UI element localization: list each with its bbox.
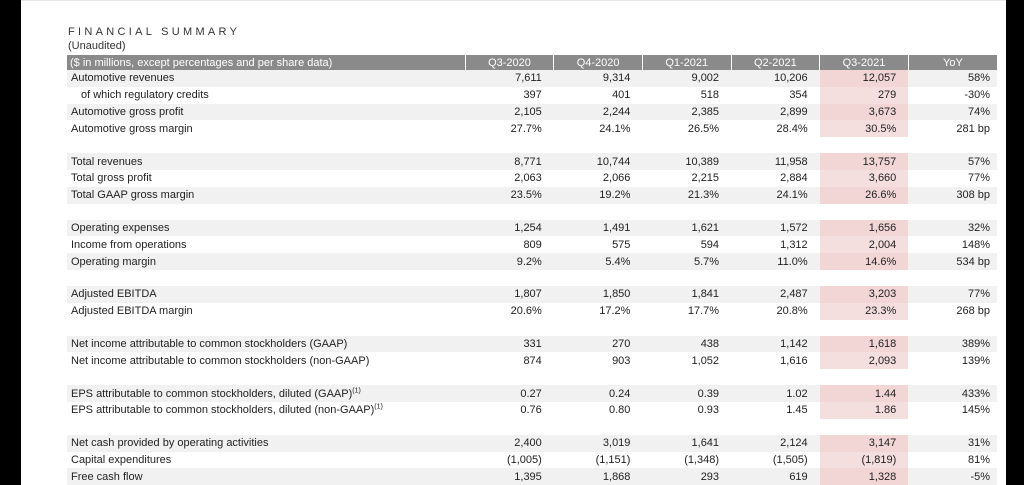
cell-value: 2,385 <box>642 104 731 121</box>
table-row <box>67 452 997 469</box>
table-row <box>67 170 997 187</box>
cell-value: 21.3% <box>642 187 731 204</box>
table-row <box>67 104 997 121</box>
table-row <box>67 435 997 452</box>
cell-value: 1,807 <box>465 286 554 303</box>
cell-value-highlight: 12,057 <box>820 70 909 87</box>
cell-value: (1,348) <box>684 453 720 466</box>
table-row <box>67 468 997 485</box>
cell-value: 17.7% <box>687 305 720 318</box>
table-row <box>67 220 997 237</box>
table-row <box>67 385 997 402</box>
cell-value: (1,505) <box>772 453 808 466</box>
row-label: Total GAAP gross margin <box>67 187 465 204</box>
cell-value: 0.93 <box>697 404 720 417</box>
cell-value: 1,312 <box>780 238 808 251</box>
cell-value-highlight: 1.44 <box>820 385 909 402</box>
cell-value-highlight: (1,819) <box>820 452 909 469</box>
left-black-border <box>0 0 21 485</box>
header-units: ($ in millions, except percentages and per share data) <box>67 55 465 70</box>
cell-value: 874 <box>523 354 542 367</box>
cell-value: 1,621 <box>642 220 731 237</box>
footnote-marker: (1) <box>352 386 361 394</box>
row-label: Net cash provided by operating activities <box>67 435 465 452</box>
cell-value-highlight: 26.6% <box>820 187 909 204</box>
cell-value: 24.1% <box>731 187 820 204</box>
cell-value: 401 <box>612 89 631 102</box>
row-label: Capital expenditures <box>71 453 172 466</box>
cell-value-highlight: 3,203 <box>820 286 909 303</box>
cell-value: 2,244 <box>554 104 643 121</box>
row-label: Income from operations <box>71 238 187 251</box>
table-row <box>67 236 997 253</box>
cell-value: 24.1% <box>599 122 631 135</box>
right-black-border <box>1006 0 1024 485</box>
row-spacer <box>67 137 997 153</box>
cell-value: 10,206 <box>731 70 820 87</box>
cell-value: 1,052 <box>691 354 720 367</box>
cell-value: 11.0% <box>731 253 820 270</box>
cell-value: 0.80 <box>609 404 631 417</box>
row-label: Automotive gross profit <box>67 104 465 121</box>
cell-value: 9,002 <box>642 70 731 87</box>
cell-yoy: 57% <box>908 153 997 170</box>
row-spacer <box>67 204 997 220</box>
cell-yoy: 32% <box>908 220 997 237</box>
cell-value: 903 <box>612 354 631 367</box>
cell-value: 5.4% <box>554 253 643 270</box>
financial-summary-table <box>67 55 997 485</box>
row-spacer <box>67 320 997 336</box>
table-row <box>67 70 997 87</box>
cell-value: 397 <box>523 89 542 102</box>
cell-yoy: 77% <box>908 286 997 303</box>
cell-value: 518 <box>700 89 720 102</box>
cell-value: 0.27 <box>465 385 554 402</box>
page-subtitle: (Unaudited) <box>68 40 126 52</box>
cell-value: 5.7% <box>642 253 731 270</box>
cell-value: 1,850 <box>554 286 643 303</box>
cell-value: 0.39 <box>642 385 731 402</box>
cell-value-highlight: 2,093 <box>820 352 909 369</box>
cell-value: (1,151) <box>595 453 631 466</box>
cell-value: 293 <box>642 468 731 485</box>
table-row <box>67 153 997 170</box>
cell-value: 0.76 <box>520 404 542 417</box>
table-row <box>67 402 997 419</box>
row-label: Adjusted EBITDA margin <box>71 305 193 318</box>
cell-value: 1,868 <box>554 468 643 485</box>
cell-value-highlight: 2,004 <box>820 236 909 253</box>
cell-value: 8,771 <box>465 153 554 170</box>
cell-value-highlight: 3,673 <box>820 104 909 121</box>
cell-value-highlight: 3,147 <box>820 435 909 452</box>
cell-value-highlight: 13,757 <box>820 153 909 170</box>
row-label: of which regulatory credits <box>81 89 209 102</box>
cell-value: 17.2% <box>599 305 631 318</box>
cell-value: 2,105 <box>465 104 554 121</box>
cell-value: 2,066 <box>602 172 631 185</box>
page-title: FINANCIAL SUMMARY <box>68 26 241 38</box>
cell-value: 10,389 <box>642 153 731 170</box>
cell-yoy: 77% <box>967 172 990 185</box>
row-label: Adjusted EBITDA <box>67 286 465 303</box>
cell-value: 10,744 <box>554 153 643 170</box>
table-row <box>67 120 997 137</box>
cell-yoy: 281 bp <box>956 122 990 135</box>
cell-value: 1,491 <box>554 220 643 237</box>
cell-value: 7,611 <box>465 70 554 87</box>
row-label: Net income attributable to common stockholders (non-GAAP) <box>71 354 370 367</box>
row-label: Automotive gross margin <box>71 122 193 135</box>
header-q3-2021: Q3-2021 <box>820 55 909 70</box>
cell-value: 1,841 <box>642 286 731 303</box>
cell-value: 20.6% <box>510 305 542 318</box>
cell-value: 1,616 <box>780 354 808 367</box>
header-q4-2020: Q4-2020 <box>554 55 643 70</box>
cell-value: 23.5% <box>465 187 554 204</box>
header-q1-2021: Q1-2021 <box>642 55 731 70</box>
row-spacer <box>67 369 997 385</box>
header-q3-2020: Q3-2020 <box>465 55 554 70</box>
cell-yoy: -30% <box>964 89 990 102</box>
table-row <box>67 352 997 369</box>
cell-value: 1,572 <box>731 220 820 237</box>
row-spacer <box>67 419 997 435</box>
cell-yoy: 148% <box>961 238 990 251</box>
footnote-marker: (1) <box>374 403 383 411</box>
row-label: Automotive revenues <box>67 70 465 87</box>
cell-value: 9.2% <box>465 253 554 270</box>
row-label: Operating margin <box>67 253 465 270</box>
top-divider <box>21 0 1006 1</box>
cell-yoy: 58% <box>908 70 997 87</box>
cell-yoy: 534 bp <box>908 253 997 270</box>
cell-value: 2,124 <box>731 435 820 452</box>
cell-value-highlight: 1,618 <box>820 336 909 353</box>
cell-value: 1,254 <box>465 220 554 237</box>
cell-yoy: 389% <box>908 336 997 353</box>
cell-value: 2,884 <box>780 172 808 185</box>
cell-yoy: 145% <box>961 404 990 417</box>
cell-value: 1,641 <box>642 435 731 452</box>
row-label <box>67 402 465 419</box>
table-row <box>67 336 997 353</box>
cell-yoy: 81% <box>967 453 990 466</box>
table-row <box>67 253 997 270</box>
cell-value: 2,487 <box>731 286 820 303</box>
cell-value-highlight: 30.5% <box>820 120 909 137</box>
cell-yoy: 31% <box>908 435 997 452</box>
cell-value: 2,400 <box>465 435 554 452</box>
header-q2-2021: Q2-2021 <box>731 55 820 70</box>
cell-value-highlight: 3,660 <box>820 170 909 187</box>
cell-value: 27.7% <box>510 122 542 135</box>
cell-value: 20.8% <box>776 305 808 318</box>
cell-value: 9,314 <box>554 70 643 87</box>
row-label <box>67 385 465 402</box>
cell-value: 438 <box>642 336 731 353</box>
cell-yoy: 308 bp <box>908 187 997 204</box>
header-yoy: YoY <box>908 55 997 70</box>
cell-value: 19.2% <box>554 187 643 204</box>
cell-value: 270 <box>554 336 643 353</box>
table-row <box>67 286 997 303</box>
cell-value: 3,019 <box>554 435 643 452</box>
cell-value-highlight: 1.86 <box>820 402 909 419</box>
cell-yoy: -5% <box>908 468 997 485</box>
cell-value-highlight: 23.3% <box>820 303 909 320</box>
cell-value: 809 <box>523 238 542 251</box>
cell-value-highlight: 279 <box>820 87 909 104</box>
cell-value: 11,958 <box>731 153 820 170</box>
cell-yoy: 268 bp <box>956 305 990 318</box>
cell-value: 1.45 <box>786 404 808 417</box>
cell-value: 2,899 <box>731 104 820 121</box>
table-row <box>67 187 997 204</box>
row-label: Free cash flow <box>67 468 465 485</box>
cell-value: 26.5% <box>687 122 720 135</box>
cell-yoy: 139% <box>961 354 990 367</box>
cell-value: 331 <box>465 336 554 353</box>
cell-value: 1,395 <box>465 468 554 485</box>
row-label: Net income attributable to common stockholders (GAAP) <box>67 336 465 353</box>
cell-value: 354 <box>789 89 808 102</box>
cell-value: 28.4% <box>776 122 808 135</box>
cell-value: 0.24 <box>554 385 643 402</box>
cell-value: (1,005) <box>506 453 542 466</box>
cell-value: 575 <box>612 238 631 251</box>
cell-value: 1,142 <box>731 336 820 353</box>
cell-value: 594 <box>700 238 720 251</box>
cell-value: 1.02 <box>731 385 820 402</box>
table-row <box>67 87 997 104</box>
cell-yoy: 74% <box>908 104 997 121</box>
row-spacer <box>67 270 997 286</box>
cell-value-highlight: 1,328 <box>820 468 909 485</box>
cell-value: 2,215 <box>691 172 720 185</box>
table-row <box>67 303 997 320</box>
cell-value-highlight: 1,656 <box>820 220 909 237</box>
row-label: Total gross profit <box>71 172 152 185</box>
row-label: Total revenues <box>67 153 465 170</box>
cell-value-highlight: 14.6% <box>820 253 909 270</box>
cell-value: 619 <box>731 468 820 485</box>
cell-yoy: 433% <box>908 385 997 402</box>
row-label: Operating expenses <box>67 220 465 237</box>
row-label-text: EPS attributable to common stockholders, diluted (non-GAAP) <box>71 404 375 417</box>
table-header-row <box>67 55 997 70</box>
cell-value: 2,063 <box>514 172 542 185</box>
row-label-text: EPS attributable to common stockholders, diluted (GAAP) <box>71 387 353 400</box>
